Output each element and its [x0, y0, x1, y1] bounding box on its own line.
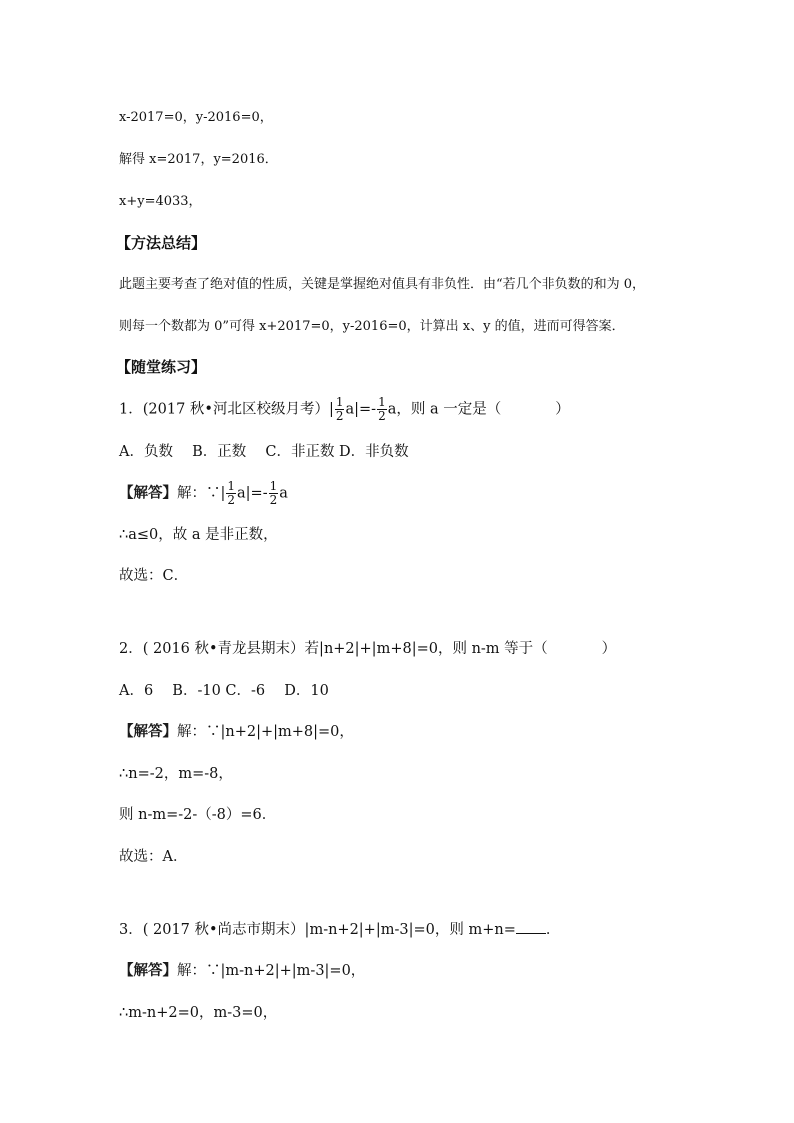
practice-heading: 【随堂练习】: [116, 358, 207, 376]
q3-answer-tag: 【解答】: [119, 962, 177, 979]
q3-blank: [516, 921, 546, 934]
q1-fraction-2: $\frac{1}{2}$: [378, 395, 386, 423]
q2-answer: 【解答】解：∵|n+2|+|m+8|=0，: [119, 723, 354, 740]
q1-stem-b: a|=-: [345, 401, 377, 418]
q3-step-1: ∴m-n+2=0，m-3=0，: [119, 1005, 278, 1021]
q1-answer-end: a: [279, 485, 288, 502]
q2-answer-tag: 【解答】: [119, 723, 177, 740]
q2-stem: 2．( 2016 秋•青龙县期末）若|n+2|+|m+8|=0，则 n-m 等于（ ）: [119, 641, 617, 657]
q2-choice: 故选：A．: [119, 849, 188, 865]
q1-step-1: ∴a≤0，故 a 是非正数，: [119, 527, 278, 543]
q1-prefix: 1．(: [119, 401, 149, 418]
solution-line-1: x-2017=0，y-2016=0，: [119, 110, 273, 125]
method-summary-line-2: 则每一个数都为 0”可得 x+2017=0，y-2016=0，计算出 x、y 的值，进而可得答案．: [119, 319, 625, 334]
q2-step-2: 则 n-m=-2-（-8）=6．: [119, 807, 277, 823]
q1-answer-fraction: $\frac{1}{2}$: [227, 479, 236, 507]
q2-options: A．6 B．-10 C．-6 D．10: [119, 683, 329, 699]
q1-stem-c: a，则 a 一定是（: [387, 401, 502, 418]
q3-answer: 【解答】解：∵|m-n+2|+|m-3|=0，: [119, 962, 366, 979]
q1-answer-tag: 【解答】: [119, 484, 177, 502]
solution-line-3: x+y=4033，: [119, 194, 202, 209]
q1-source: 2017 秋•河北区校级月考: [148, 401, 315, 418]
q2-step-1: ∴n=-2，m=-8，: [119, 766, 233, 782]
q1-stem-a: ）|: [314, 401, 334, 418]
q1-answer: [119, 480, 288, 507]
q1-stem: [119, 396, 570, 423]
solution-line-2: 解得 x=2017，y=2016．: [119, 152, 278, 167]
q1-stem-end: ）: [555, 401, 570, 418]
q1-choice: 故选：C．: [119, 568, 189, 584]
q1-fraction: $\frac{1}{2}$: [335, 395, 344, 423]
method-summary-heading: 【方法总结】: [116, 234, 207, 252]
q1-answer-fraction-2: $\frac{1}{2}$: [269, 479, 278, 507]
q1-options: A．负数 B．正数 C．非正数 D．非负数: [119, 444, 409, 460]
q1-answer-mid: a|=-: [237, 485, 268, 502]
method-summary-line-1: 此题主要考查了绝对值的性质，关键是掌握绝对值具有非负性．由“若几个非负数的和为 0，: [119, 277, 646, 292]
q3-stem: 3．( 2017 秋•尚志市期末）|m-n+2|+|m-3|=0，则 m+n= ．: [119, 922, 561, 938]
q1-answer-start: 解：∵|: [177, 485, 226, 502]
